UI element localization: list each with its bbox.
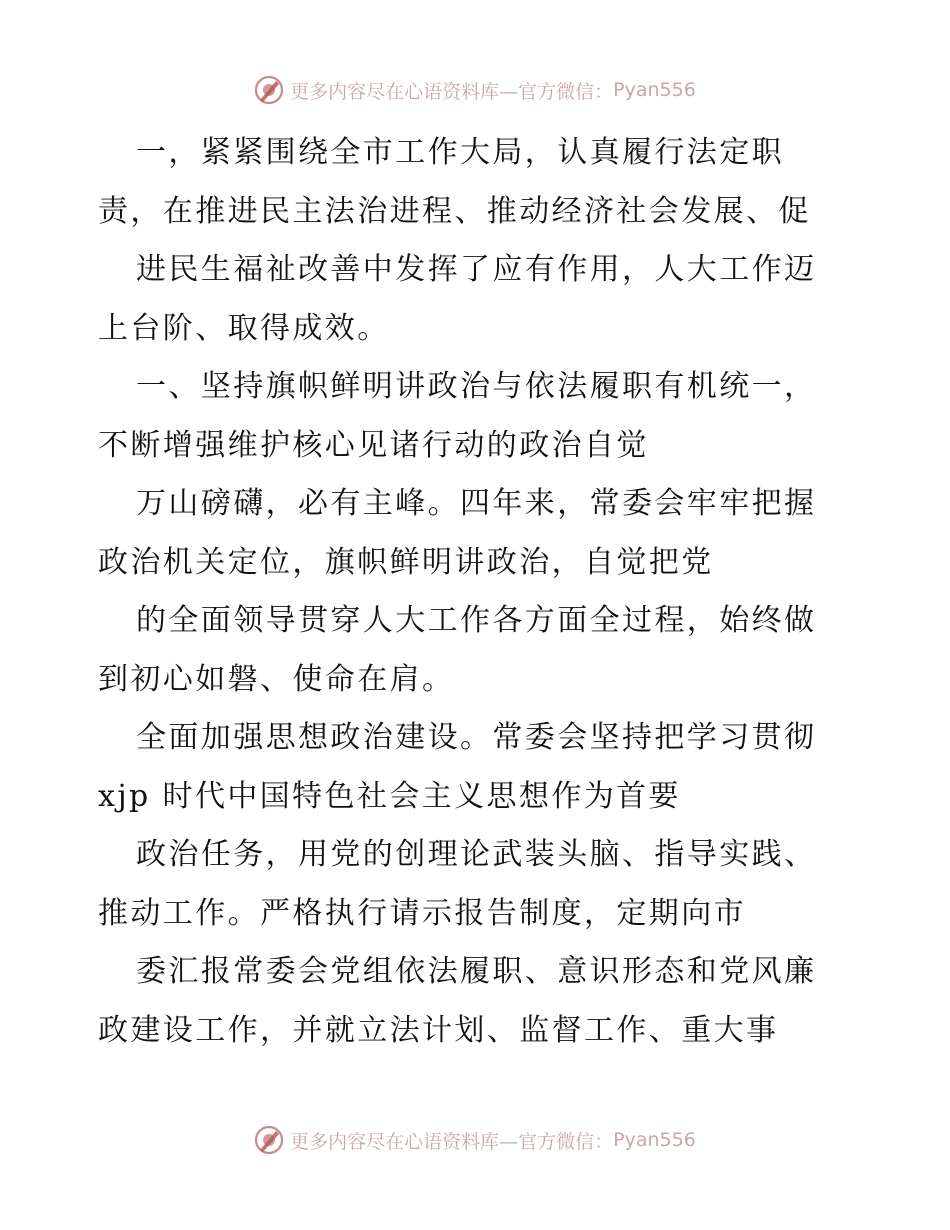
watermark-text: 更多内容尽在心语资料库—官方微信： xyxy=(290,80,614,103)
text-line: 政治任务，用党的创理论武装头脑、指导实践、 xyxy=(136,837,817,872)
text-line: 万山磅礴，必有主峰。四年来，常委会牢牢把握 xyxy=(136,486,817,521)
text-line: 上台阶、取得成效。 xyxy=(98,310,390,346)
footer-watermark xyxy=(0,1120,950,1160)
brush-logo-icon xyxy=(254,1125,284,1155)
text-line: 到初心如磐、使命在肩。 xyxy=(98,661,455,697)
text-line: 的全面领导贯穿人大工作各方面全过程，始终做 xyxy=(136,603,817,638)
header-watermark xyxy=(0,70,950,110)
text-line: 不断增强维护核心见诸行动的政治自觉 xyxy=(98,427,649,463)
watermark-id: Pyan556 xyxy=(613,79,696,101)
watermark-id: Pyan556 xyxy=(613,1129,696,1151)
text-line: 一，紧紧围绕全市工作大局，认真履行法定职 xyxy=(136,135,784,170)
text-line: 责，在推进民主法治进程、推动经济社会发展、促 xyxy=(98,193,811,229)
text-line: 全面加强思想政治建设。常委会坚持把学习贯彻 xyxy=(136,720,817,755)
text-line: 政治机关定位，旗帜鲜明讲政治，自觉把党 xyxy=(98,544,714,580)
text-line: 推动工作。严格执行请示报告制度，定期向市 xyxy=(98,895,746,931)
text-line: 一、坚持旗帜鲜明讲政治与依法履职有机统一， xyxy=(136,369,817,404)
text-line: 委汇报常委会党组依法履职、意识形态和党风廉 xyxy=(136,954,817,989)
text-line: 政建设工作，并就立法计划、监督工作、重大事 xyxy=(98,1012,779,1048)
text-line: 进民生福祉改善中发挥了应有作用，人大工作迈 xyxy=(136,252,817,287)
document-body xyxy=(98,124,858,1060)
watermark-text: 更多内容尽在心语资料库—官方微信： xyxy=(290,1130,614,1153)
text-line: xjp 时代中国特色社会主义思想作为首要 xyxy=(98,778,681,814)
brush-logo-icon xyxy=(254,75,284,105)
